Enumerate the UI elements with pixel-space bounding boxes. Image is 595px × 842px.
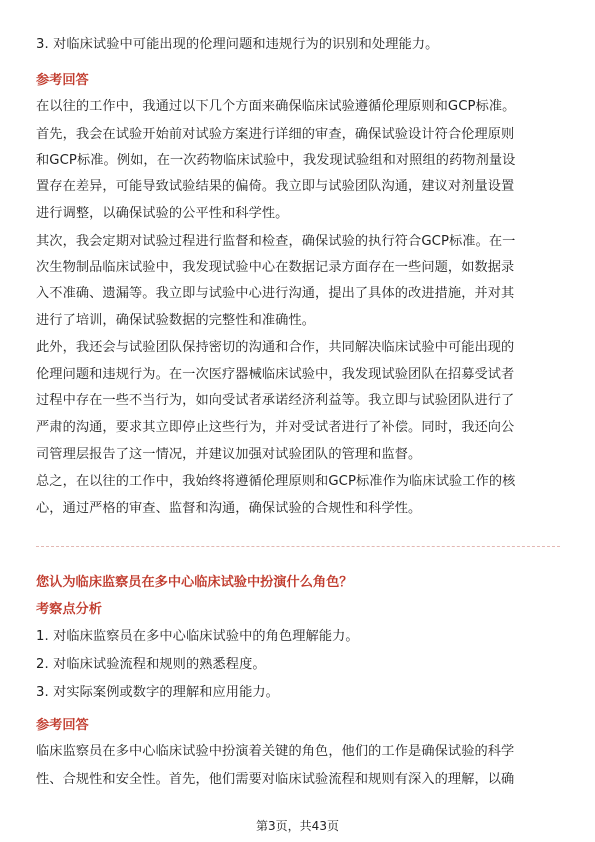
answer-line: 进行调整，以确保试验的公平性和科学性。 xyxy=(36,206,289,221)
page-footer: 第3页，共43页 xyxy=(256,819,339,833)
answer-line: 临床监察员在多中心临床试验中扮演着关键的角色，他们的工作是确保试验的科学 xyxy=(36,744,515,759)
section-divider xyxy=(36,546,560,547)
question-heading: 您认为临床监察员在多中心临床试验中扮演什么角色？ xyxy=(36,575,353,590)
answer-line: 和GCP标准。例如，在一次药物临床试验中，我发现试验组和对照组的药物剂量设 xyxy=(36,153,516,168)
answer-line: 入不准确、遗漏等。我立即与试验中心进行沟通，提出了具体的改进措施，并对其 xyxy=(36,286,515,301)
answer-line: 置存在差异，可能导致试验结果的偏倚。我立即与试验团队沟通，建议对剂量设置 xyxy=(36,179,515,194)
answer-line: 过程中存在一些不当行为，如向受试者承诺经济利益等。我立即与试验团队进行了 xyxy=(36,393,515,408)
answer-line: 其次，我会定期对试验过程进行监督和检查，确保试验的执行符合GCP标准。在一 xyxy=(36,234,516,249)
analysis-heading: 考察点分析 xyxy=(36,602,102,617)
answer-line: 司管理层报告了这一情况，并建议加强对试验团队的管理和监督。 xyxy=(36,447,422,462)
answer-line: 进行了培训，确保试验数据的完整性和准确性。 xyxy=(36,313,316,328)
analysis-point-3: 3. 对实际案例或数字的理解和应用能力。 xyxy=(36,685,279,700)
answer-line: 在以往的工作中，我通过以下几个方面来确保临床试验遵循伦理原则和GCP标准。 xyxy=(36,99,516,114)
reference-answer-heading: 参考回答 xyxy=(36,718,89,733)
answer-line: 性、合规性和安全性。首先，他们需要对临床试验流程和规则有深入的理解，以确 xyxy=(36,772,515,787)
answer-line: 总之，在以往的工作中，我始终将遵循伦理原则和GCP标准作为临床试验工作的核 xyxy=(36,474,516,489)
answer-line: 首先，我会在试验开始前对试验方案进行详细的审查，确保试验设计符合伦理原则 xyxy=(36,127,515,142)
answer-line: 伦理问题和违规行为。在一次医疗器械临床试验中，我发现试验团队在招募受试者 xyxy=(36,367,515,382)
reference-answer-heading: 参考回答 xyxy=(36,73,89,88)
answer-line: 严肃的沟通，要求其立即停止这些行为，并对受试者进行了补偿。同时，我还向公 xyxy=(36,420,515,435)
analysis-point-1: 1. 对临床监察员在多中心临床试验中的角色理解能力。 xyxy=(36,629,359,644)
answer-line: 此外，我还会与试验团队保持密切的沟通和合作，共同解决临床试验中可能出现的 xyxy=(36,340,515,355)
criterion-line-3: 3. 对临床试验中可能出现的伦理问题和违规行为的识别和处理能力。 xyxy=(36,37,439,52)
answer-line: 心，通过严格的审查、监督和沟通，确保试验的合规性和科学性。 xyxy=(36,501,422,516)
answer-line: 次生物制品临床试验中，我发现试验中心在数据记录方面存在一些问题，如数据录 xyxy=(36,260,515,275)
analysis-point-2: 2. 对临床试验流程和规则的熟悉程度。 xyxy=(36,657,266,672)
